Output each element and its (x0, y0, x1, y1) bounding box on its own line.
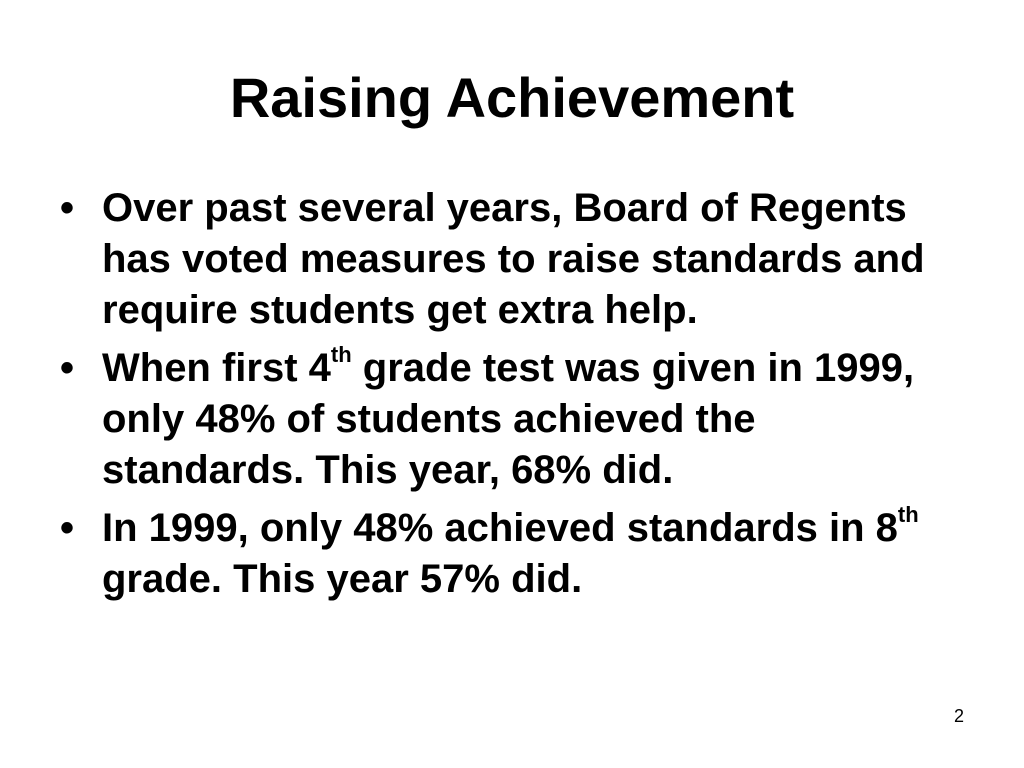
bullet-superscript: th (330, 341, 352, 367)
bullet-list (58, 183, 938, 612)
bullet-text-before: When first 4 (102, 346, 331, 390)
page-number: 2 (953, 706, 964, 726)
bullet-icon: • (60, 186, 75, 230)
bullet-item-4th-grade (58, 343, 938, 496)
bullet-superscript: th (897, 501, 919, 527)
bullet-text: Over past several years, Board of Regents has voted measures to raise standards and require students get extra help. (102, 186, 925, 332)
bullet-text-after: grade. This year 57% did. (102, 557, 583, 601)
bullet-text-after: grade test was given in 1999, only 48% of students achieved the standards. This year, 68% did. (102, 346, 915, 492)
bullet-icon: • (60, 346, 75, 390)
bullet-text-before: In 1999, only 48% achieved standards in 8 (102, 506, 898, 550)
bullet-item-board-of-regents (58, 183, 938, 336)
bullet-item-8th-grade (58, 503, 938, 605)
bullet-icon: • (60, 506, 75, 550)
slide-title: Raising Achievement (229, 66, 795, 129)
